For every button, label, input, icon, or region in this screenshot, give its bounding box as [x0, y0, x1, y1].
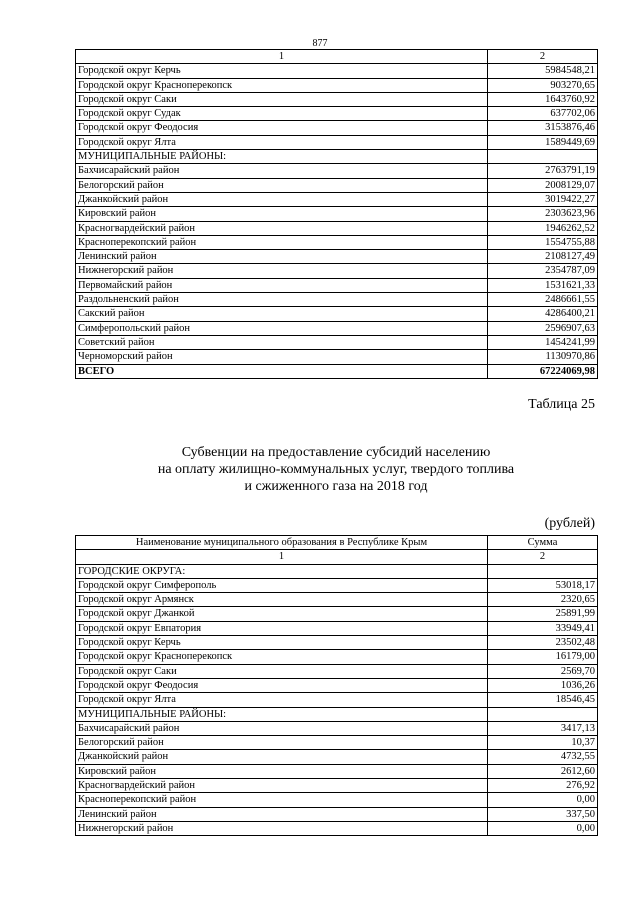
row-value-cell: 1946262,52	[488, 221, 598, 235]
row-value-cell: 53018,17	[488, 578, 598, 592]
row-name-cell: Белогорский район	[76, 178, 488, 192]
row-name-cell: Кировский район	[76, 207, 488, 221]
row-name-cell: Городской округ Ялта	[76, 693, 488, 707]
table-row	[76, 693, 598, 707]
row-name-cell: Городской округ Феодосия	[76, 121, 488, 135]
table-row	[76, 207, 598, 221]
row-value-cell: 5984548,21	[488, 64, 598, 78]
row-name-cell: Белогорский район	[76, 736, 488, 750]
row-name-cell: Нижнегорский район	[76, 264, 488, 278]
row-value-cell: 2108127,49	[488, 250, 598, 264]
row-value-cell: 2486661,55	[488, 293, 598, 307]
row-name-cell: Сакский район	[76, 307, 488, 321]
row-value-cell: 1589449,69	[488, 135, 598, 149]
row-name-cell: ГОРОДСКИЕ ОКРУГА:	[76, 564, 488, 578]
table-row	[76, 707, 598, 721]
table-row	[76, 607, 598, 621]
table-row	[76, 221, 598, 235]
table-row	[76, 121, 598, 135]
row-name-cell: Джанкойский район	[76, 750, 488, 764]
row-value-cell: 903270,65	[488, 78, 598, 92]
table-row	[76, 164, 598, 178]
row-value-cell: 2354787,09	[488, 264, 598, 278]
row-name-cell: Городской округ Феодосия	[76, 678, 488, 692]
row-value-cell: 33949,41	[488, 621, 598, 635]
table-title	[75, 444, 597, 495]
row-name-cell: Красногвардейский район	[76, 779, 488, 793]
row-value-cell: 0,00	[488, 793, 598, 807]
column-number-2: 2	[488, 50, 598, 64]
table-row	[76, 321, 598, 335]
total-row	[76, 364, 598, 378]
table-row	[76, 636, 598, 650]
table-row	[76, 78, 598, 92]
table-row	[76, 235, 598, 249]
column-number-2: 2	[488, 550, 598, 564]
row-value-cell: 23502,48	[488, 636, 598, 650]
row-name-cell: Городской округ Саки	[76, 92, 488, 106]
table-row	[76, 250, 598, 264]
table-row	[76, 150, 598, 164]
row-value-cell: 1036,26	[488, 678, 598, 692]
row-value-cell: 2612,60	[488, 764, 598, 778]
table-row	[76, 92, 598, 106]
table-row	[76, 178, 598, 192]
table-row	[76, 264, 598, 278]
table-row	[76, 736, 598, 750]
row-name-cell: Городской округ Джанкой	[76, 607, 488, 621]
row-value-cell: 2008129,07	[488, 178, 598, 192]
row-name-cell: Красноперекопский район	[76, 235, 488, 249]
column-header-row	[76, 536, 598, 550]
table-row	[76, 64, 598, 78]
row-name-cell: Джанкойский район	[76, 192, 488, 206]
row-value-cell: 276,92	[488, 779, 598, 793]
table-row	[76, 593, 598, 607]
table-continuation	[75, 49, 598, 379]
row-value-cell: 25891,99	[488, 607, 598, 621]
row-value-cell: 0,00	[488, 821, 598, 835]
row-name-cell: Городской округ Красноперекопск	[76, 78, 488, 92]
table-row	[76, 350, 598, 364]
row-name-cell: Городской округ Саки	[76, 664, 488, 678]
row-value-cell: 3019422,27	[488, 192, 598, 206]
row-value-cell: 1531621,33	[488, 278, 598, 292]
total-label: ВСЕГО	[76, 364, 488, 378]
units-label: (рублей)	[544, 516, 595, 531]
row-name-cell: Городской округ Ялта	[76, 135, 488, 149]
row-name-cell: Городской округ Симферополь	[76, 578, 488, 592]
table-row	[76, 621, 598, 635]
row-value-cell	[488, 564, 598, 578]
row-name-cell: Городской округ Евпатория	[76, 621, 488, 635]
table-row	[76, 650, 598, 664]
table-row	[76, 307, 598, 321]
row-value-cell: 2569,70	[488, 664, 598, 678]
row-value-cell: 10,37	[488, 736, 598, 750]
row-name-cell: МУНИЦИПАЛЬНЫЕ РАЙОНЫ:	[76, 150, 488, 164]
row-value-cell: 2763791,19	[488, 164, 598, 178]
row-value-cell	[488, 150, 598, 164]
table-row	[76, 678, 598, 692]
row-value-cell: 2596907,63	[488, 321, 598, 335]
row-name-cell: Городской округ Судак	[76, 107, 488, 121]
column-header-name: Наименование муниципального образования в Республике Крым	[76, 536, 488, 550]
subsidy-table	[75, 535, 598, 836]
row-name-cell: Красногвардейский район	[76, 221, 488, 235]
table-row	[76, 664, 598, 678]
title-line: Субвенции на предоставление субсидий населению	[181, 445, 491, 460]
row-name-cell: Кировский район	[76, 764, 488, 778]
row-value-cell: 1454241,99	[488, 335, 598, 349]
row-name-cell: Ленинский район	[76, 807, 488, 821]
page-number: 877	[312, 38, 328, 49]
row-name-cell: Черноморский район	[76, 350, 488, 364]
row-value-cell: 4286400,21	[488, 307, 598, 321]
row-value-cell: 3153876,46	[488, 121, 598, 135]
row-name-cell: Городской округ Красноперекопск	[76, 650, 488, 664]
row-name-cell: Раздольненский район	[76, 293, 488, 307]
title-line: на оплату жилищно-коммунальных услуг, твердого топлива	[157, 462, 515, 477]
total-value: 67224069,98	[488, 364, 598, 378]
table-row	[76, 135, 598, 149]
row-value-cell: 4732,55	[488, 750, 598, 764]
title-line: и сжиженного газа на 2018 год	[244, 479, 428, 494]
table-row	[76, 578, 598, 592]
table-row	[76, 807, 598, 821]
column-number-row	[76, 50, 598, 64]
row-name-cell: Городской округ Керчь	[76, 64, 488, 78]
column-number-1: 1	[76, 50, 488, 64]
row-name-cell: Нижнегорский район	[76, 821, 488, 835]
row-value-cell: 2320,65	[488, 593, 598, 607]
row-value-cell: 1554755,88	[488, 235, 598, 249]
row-value-cell	[488, 707, 598, 721]
row-name-cell: Красноперекопский район	[76, 793, 488, 807]
table-label: Таблица 25	[528, 397, 595, 412]
table-row	[76, 293, 598, 307]
row-name-cell: Городской округ Армянск	[76, 593, 488, 607]
table-row	[76, 779, 598, 793]
row-value-cell: 3417,13	[488, 721, 598, 735]
row-name-cell: Симферопольский район	[76, 321, 488, 335]
row-value-cell: 1643760,92	[488, 92, 598, 106]
table-row	[76, 793, 598, 807]
row-value-cell: 2303623,96	[488, 207, 598, 221]
row-value-cell: 337,50	[488, 807, 598, 821]
column-number-row	[76, 550, 598, 564]
row-name-cell: МУНИЦИПАЛЬНЫЕ РАЙОНЫ:	[76, 707, 488, 721]
row-value-cell: 18546,45	[488, 693, 598, 707]
row-value-cell: 1130970,86	[488, 350, 598, 364]
table-row	[76, 721, 598, 735]
table-row	[76, 107, 598, 121]
row-name-cell: Ленинский район	[76, 250, 488, 264]
table-row	[76, 821, 598, 835]
table-row	[76, 278, 598, 292]
table-row	[76, 192, 598, 206]
table-row	[76, 764, 598, 778]
row-name-cell: Городской округ Керчь	[76, 636, 488, 650]
row-name-cell: Советский район	[76, 335, 488, 349]
row-name-cell: Первомайский район	[76, 278, 488, 292]
row-name-cell: Бахчисарайский район	[76, 164, 488, 178]
row-value-cell: 637702,06	[488, 107, 598, 121]
row-value-cell: 16179,00	[488, 650, 598, 664]
column-header-sum: Сумма	[488, 536, 598, 550]
column-number-1: 1	[76, 550, 488, 564]
table-row	[76, 750, 598, 764]
table-row	[76, 564, 598, 578]
row-name-cell: Бахчисарайский район	[76, 721, 488, 735]
table-row	[76, 335, 598, 349]
